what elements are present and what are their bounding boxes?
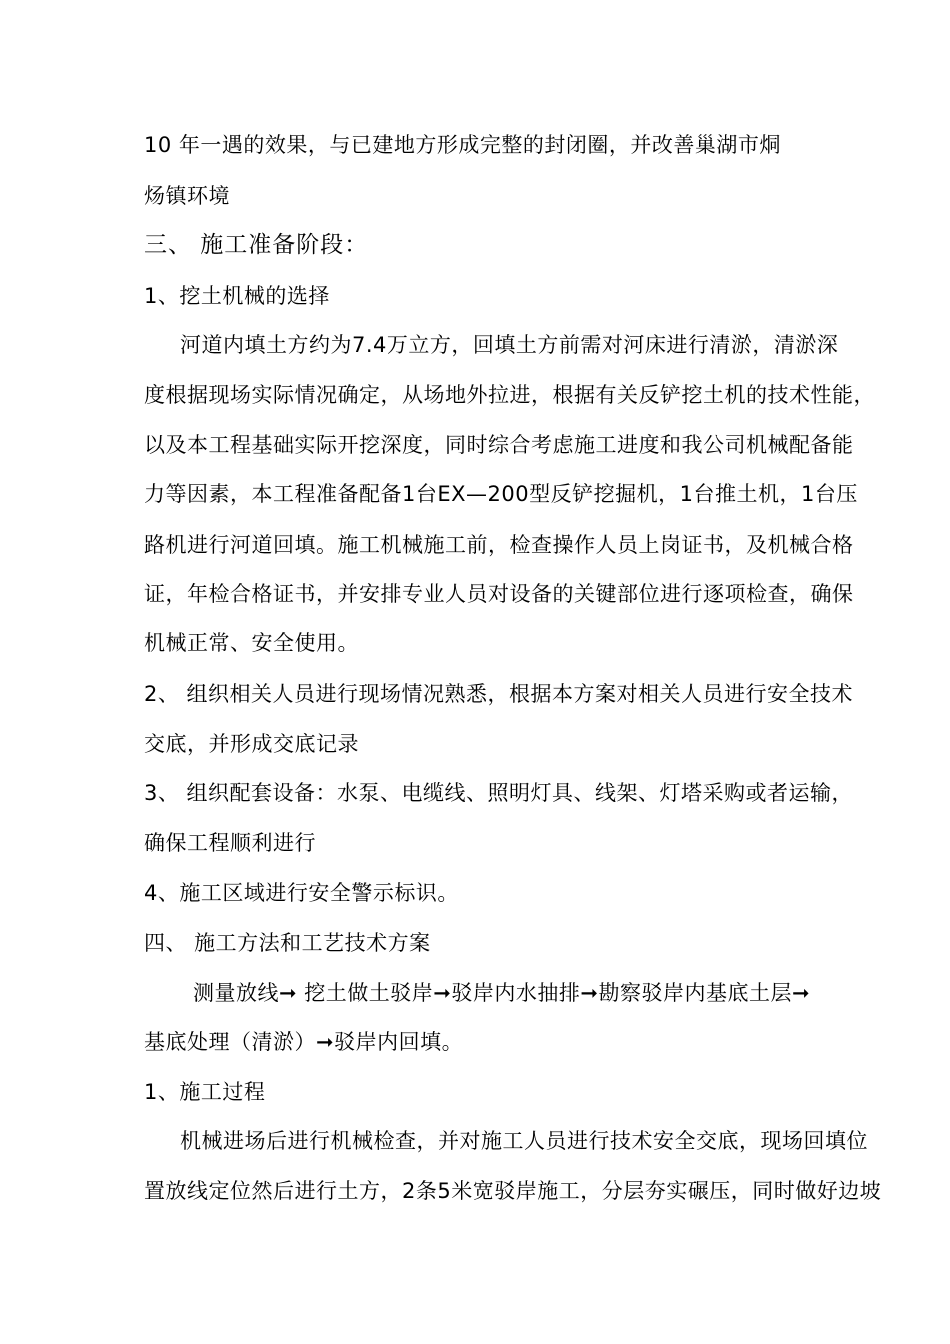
paragraph-line: 度根据现场实际情况确定，从场地外拉进，根据有关反铲挖土机的技术性能， xyxy=(144,383,875,407)
paragraph-line: 10 年一遇的效果，与已建地方形成完整的封闭圈，并改善巢湖市烔 xyxy=(144,133,781,157)
paragraph-line: 机械进场后进行机械检查，并对施工人员进行技术安全交底，现场回填位 xyxy=(180,1129,868,1153)
subsection-heading: 1、挖土机械的选择 xyxy=(144,284,330,308)
paragraph-line: 以及本工程基础实际开挖深度，同时综合考虑施工进度和我公司机械配备能 xyxy=(144,433,854,457)
paragraph-line: 确保工程顺利进行 xyxy=(144,831,316,855)
list-item: 4、施工区域进行安全警示标识。 xyxy=(144,881,459,905)
paragraph-line: 证，年检合格证书，并安排专业人员对设备的关键部位进行逐项检查，确保 xyxy=(144,582,854,606)
subsection-heading: 1、施工过程 xyxy=(144,1080,266,1104)
paragraph-line: 炀镇环境 xyxy=(144,184,230,208)
paragraph-line: 路机进行河道回填。施工机械施工前，检查操作人员上岗证书，及机械合格 xyxy=(144,533,854,557)
paragraph-line: 机械正常、安全使用。 xyxy=(144,631,359,655)
section-heading: 四、 施工方法和工艺技术方案 xyxy=(144,931,431,955)
paragraph-line: 力等因素，本工程准备配备1台EX—200型反铲挖掘机，1台推土机，1台压 xyxy=(144,482,858,506)
process-flow-line: 测量放线➞ 挖土做土驳岸➞驳岸内水抽排➞勘察驳岸内基底土层➞ xyxy=(193,981,811,1005)
list-item: 2、 组织相关人员进行现场情况熟悉，根据本方案对相关人员进行安全技术 xyxy=(144,682,854,706)
paragraph-line: 交底，并形成交底记录 xyxy=(144,732,359,756)
list-item: 3、 组织配套设备：水泵、电缆线、照明灯具、线架、灯塔采购或者运输， xyxy=(144,781,854,805)
section-heading: 三、 施工准备阶段： xyxy=(144,232,369,258)
process-flow-line: 基底处理（清淤）➞驳岸内回填。 xyxy=(144,1030,464,1054)
paragraph-line: 河道内填土方约为7.4万立方，回填土方前需对河床进行清淤，清淤深 xyxy=(180,333,839,357)
paragraph-line: 置放线定位然后进行土方，2条5米宽驳岸施工，分层夯实碾压，同时做好边坡 xyxy=(144,1179,882,1203)
